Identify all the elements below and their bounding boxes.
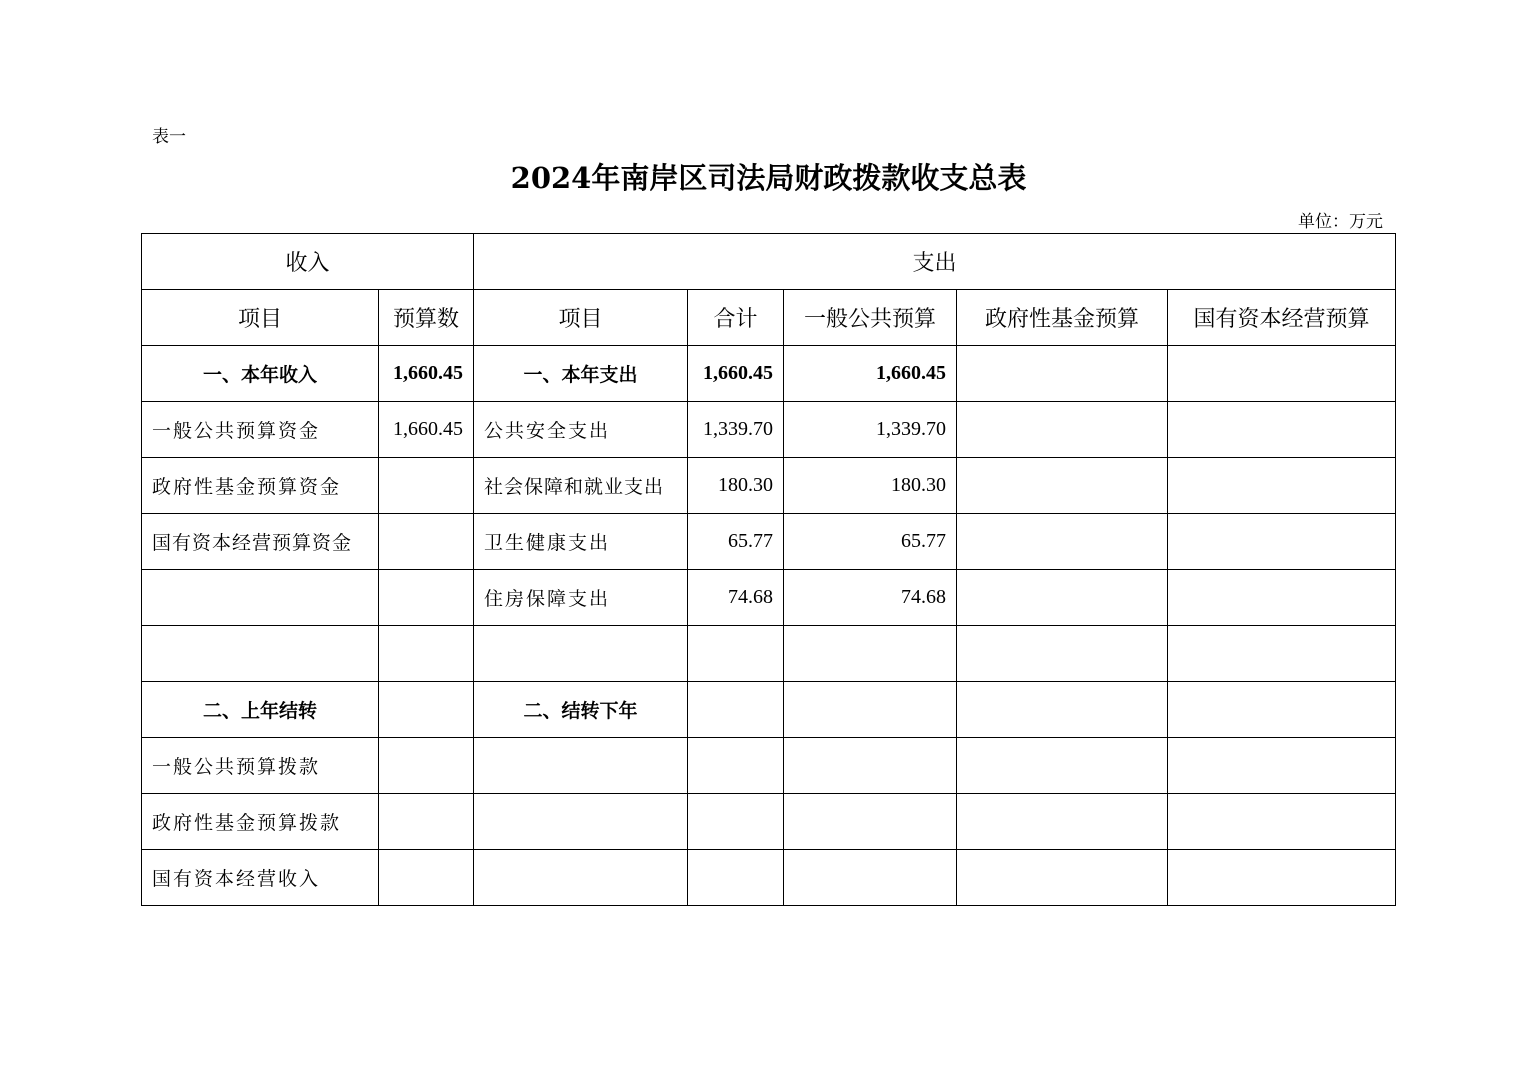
income-item-cell [142,626,379,682]
expense-header: 支出 [474,234,1396,290]
general-budget-cell: 65.77 [784,514,957,570]
general-budget-cell: 1,660.45 [784,346,957,402]
table-row [142,570,1396,626]
state-capital-cell [1168,850,1396,906]
table-row [142,346,1396,402]
expense-item-cell: 住房保障支出 [474,570,688,626]
state-capital-cell [1168,682,1396,738]
expense-item-cell: 二、结转下年 [474,682,688,738]
income-amount-cell: 1,660.45 [379,402,474,458]
income-item-cell: 政府性基金预算资金 [142,458,379,514]
total-cell: 65.77 [688,514,784,570]
expense-item-cell [474,626,688,682]
page-title: 2024年南岸区司法局财政拨款收支总表 [510,161,1027,195]
income-item-cell: 一般公共预算资金 [142,402,379,458]
income-amount-cell [379,626,474,682]
table-row [142,514,1396,570]
income-item-column-header: 项目 [142,290,379,346]
fund-budget-cell [957,850,1168,906]
expense-item-cell: 社会保障和就业支出 [474,458,688,514]
total-cell: 1,660.45 [688,346,784,402]
fund-budget-cell [957,570,1168,626]
income-amount-cell [379,570,474,626]
expense-item-cell [474,794,688,850]
budget-summary-table [141,233,1396,906]
table-row [142,402,1396,458]
income-amount-cell [379,850,474,906]
state-capital-cell [1168,514,1396,570]
general-budget-cell [784,738,957,794]
expense-item-cell: 一、本年支出 [474,346,688,402]
state-capital-cell [1168,626,1396,682]
income-amount-cell [379,514,474,570]
income-amount-cell [379,458,474,514]
state-capital-cell [1168,346,1396,402]
total-column-header: 合计 [688,290,784,346]
table-number-label: 表一 [152,127,186,147]
general-budget-column-header: 一般公共预算 [784,290,957,346]
state-capital-cell [1168,402,1396,458]
general-budget-cell [784,794,957,850]
table-row [142,738,1396,794]
expense-item-cell [474,738,688,794]
total-cell: 74.68 [688,570,784,626]
fund-budget-cell [957,458,1168,514]
income-item-cell [142,570,379,626]
total-cell [688,626,784,682]
total-cell: 1,339.70 [688,402,784,458]
income-item-cell: 一、本年收入 [142,346,379,402]
expense-item-cell: 卫生健康支出 [474,514,688,570]
total-cell: 180.30 [688,458,784,514]
state-capital-cell [1168,794,1396,850]
table-row [142,458,1396,514]
fund-budget-cell [957,402,1168,458]
income-amount-cell [379,794,474,850]
income-item-cell: 二、上年结转 [142,682,379,738]
expense-item-column-header: 项目 [474,290,688,346]
income-item-cell: 国有资本经营预算资金 [142,514,379,570]
income-item-cell: 国有资本经营收入 [142,850,379,906]
fund-budget-cell [957,794,1168,850]
state-capital-cell [1168,458,1396,514]
total-cell [688,738,784,794]
income-amount-cell [379,738,474,794]
general-budget-cell: 1,339.70 [784,402,957,458]
table-row [142,682,1396,738]
general-budget-cell [784,850,957,906]
state-capital-budget-column-header: 国有资本经营预算 [1168,290,1396,346]
fund-budget-cell [957,682,1168,738]
general-budget-cell: 74.68 [784,570,957,626]
general-budget-cell [784,682,957,738]
general-budget-cell: 180.30 [784,458,957,514]
fund-budget-cell [957,626,1168,682]
total-cell [688,682,784,738]
state-capital-cell [1168,570,1396,626]
table-header-row-2 [142,290,1396,346]
income-item-cell: 政府性基金预算拨款 [142,794,379,850]
state-capital-cell [1168,738,1396,794]
fund-budget-cell [957,346,1168,402]
table-header-row-1 [142,234,1396,290]
income-header: 收入 [142,234,474,290]
income-amount-cell [379,682,474,738]
income-amount-cell: 1,660.45 [379,346,474,402]
fund-budget-column-header: 政府性基金预算 [957,290,1168,346]
budget-amount-column-header: 预算数 [379,290,474,346]
general-budget-cell [784,626,957,682]
total-cell [688,850,784,906]
expense-item-cell: 公共安全支出 [474,402,688,458]
table-row [142,626,1396,682]
income-item-cell: 一般公共预算拨款 [142,738,379,794]
table-row [142,850,1396,906]
table-row [142,794,1396,850]
total-cell [688,794,784,850]
fund-budget-cell [957,738,1168,794]
expense-item-cell [474,850,688,906]
unit-label: 单位：万元 [1298,212,1383,232]
fund-budget-cell [957,514,1168,570]
